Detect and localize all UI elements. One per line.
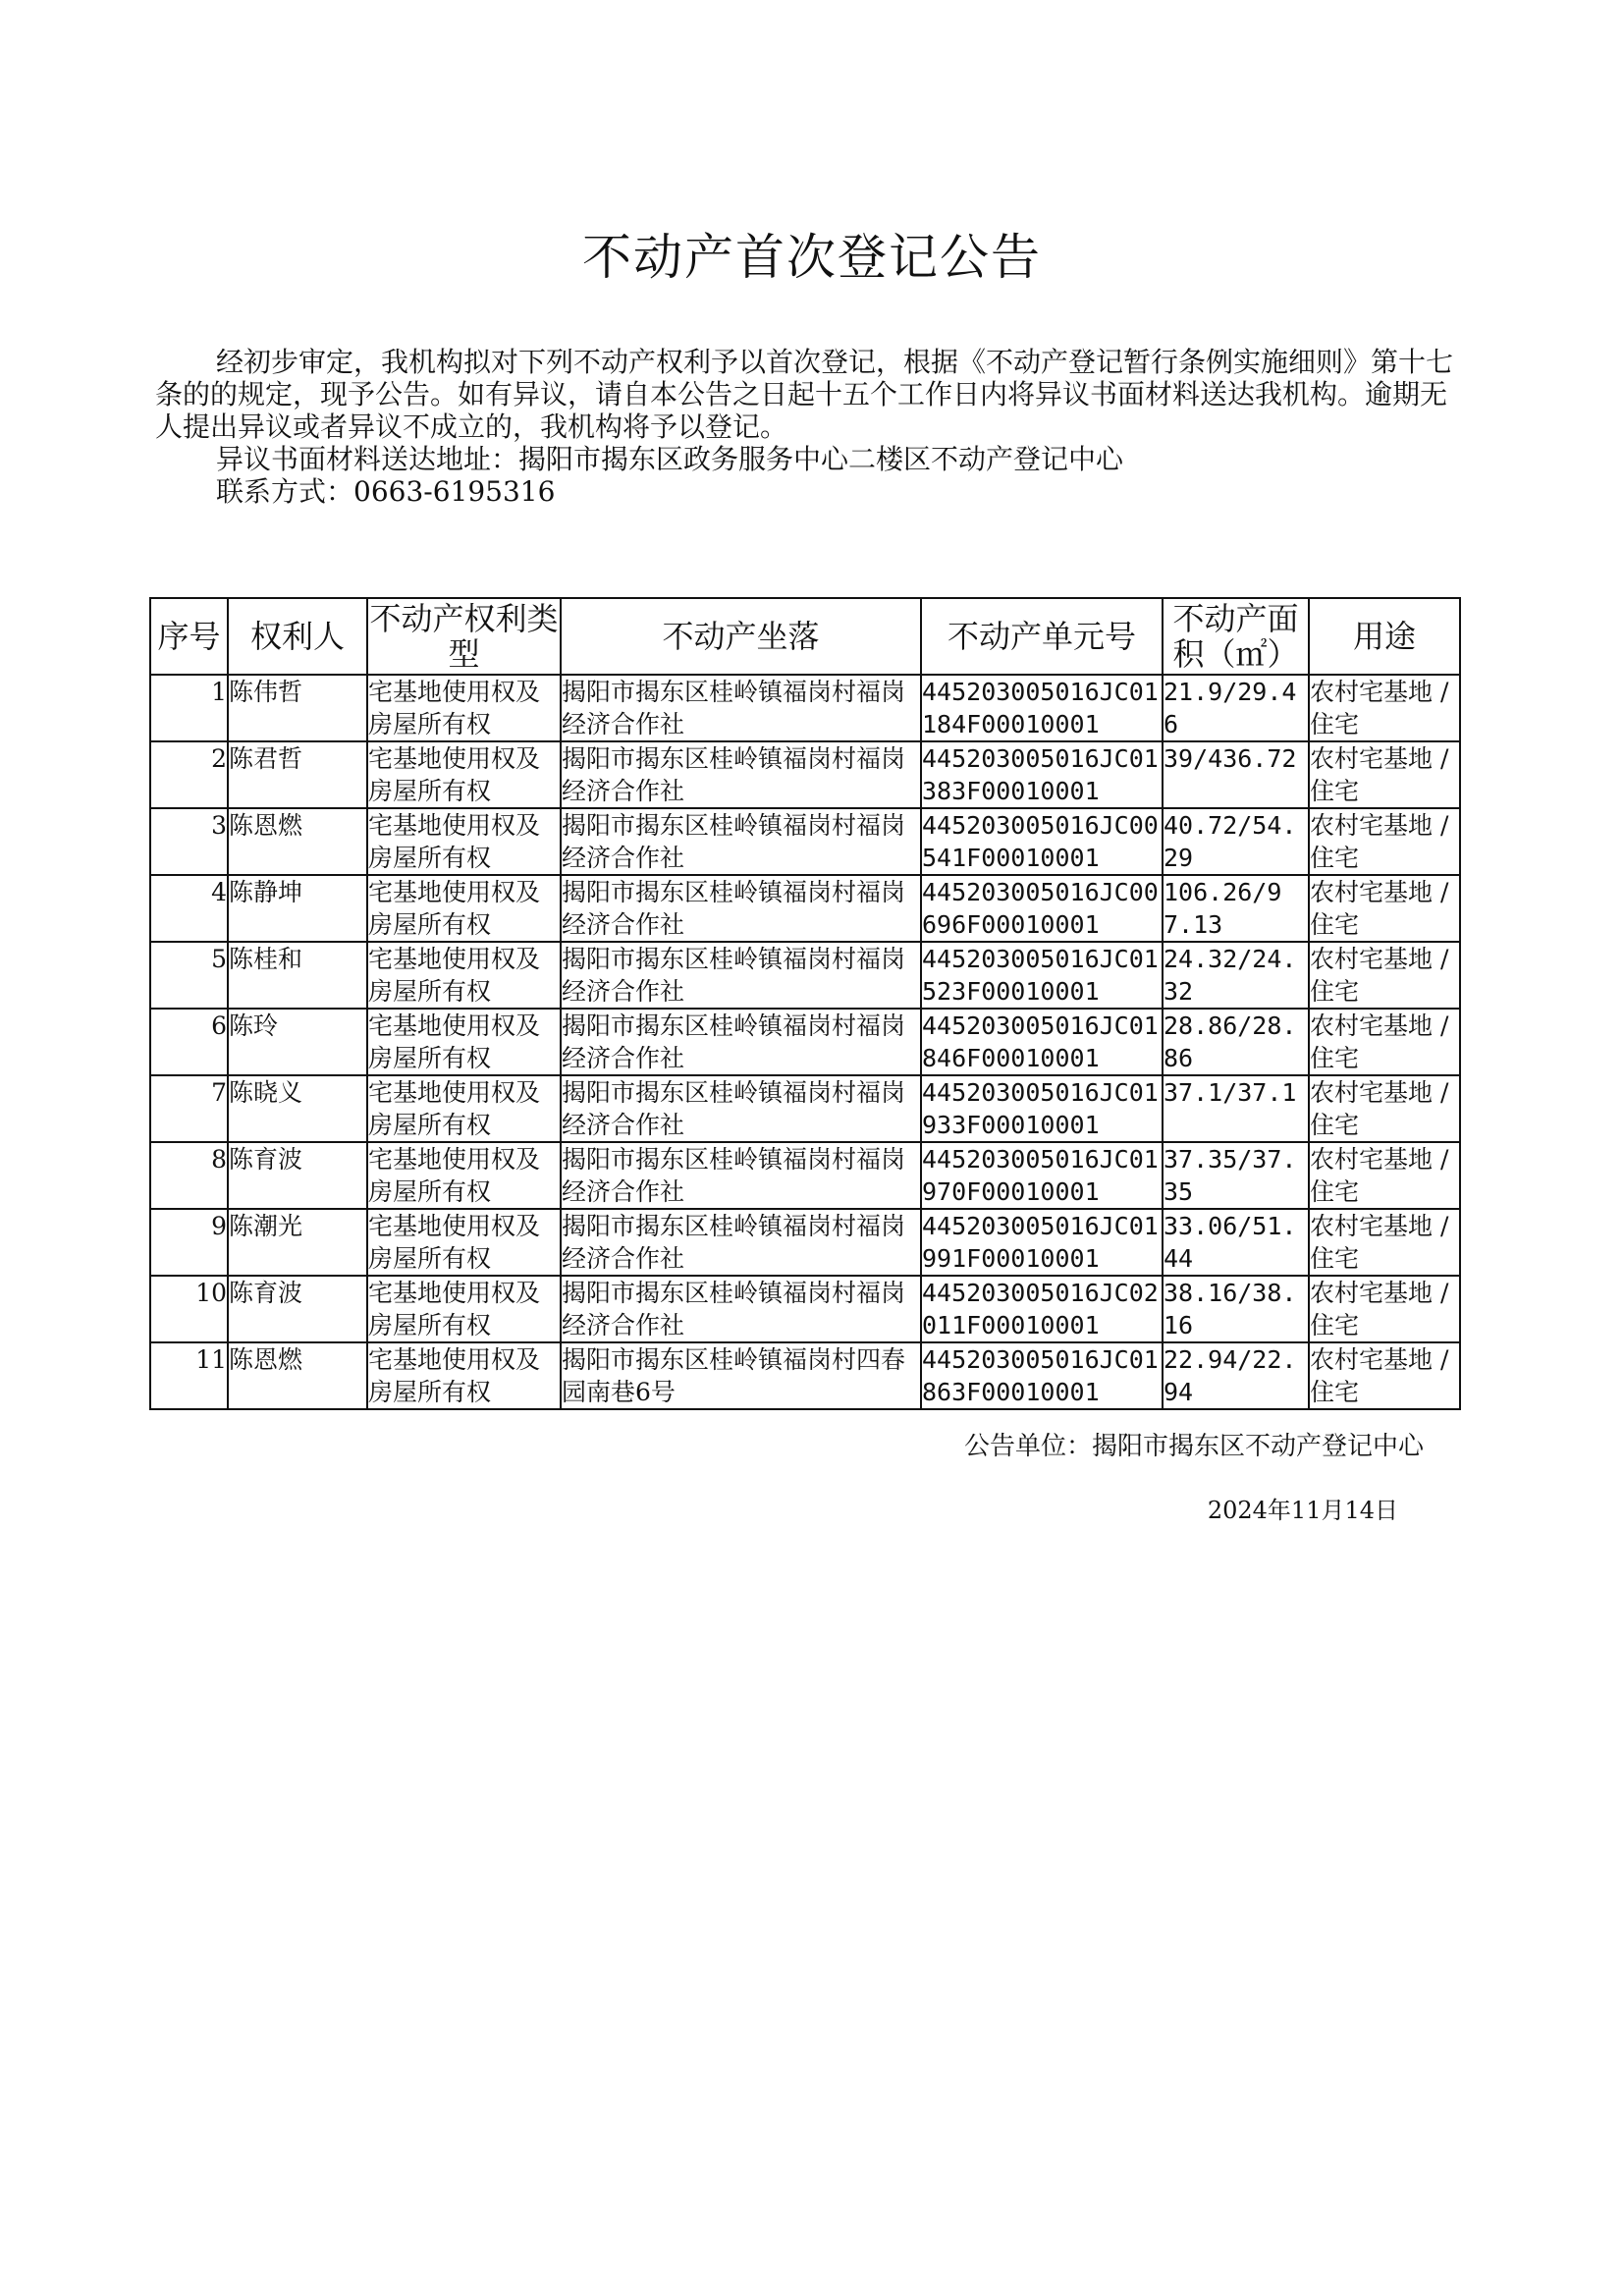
header-location: 不动产坐落: [561, 598, 921, 675]
cell-area: 21.9/29.46: [1163, 675, 1309, 741]
cell-area: 24.32/24.32: [1163, 942, 1309, 1009]
table-row: [150, 875, 1460, 942]
cell-unit-number: 445203005016JC00696F00010001: [921, 875, 1163, 942]
cell-location: 揭阳市揭东区桂岭镇福岗村福岗经济合作社: [561, 942, 921, 1009]
cell-unit-number: 445203005016JC01383F00010001: [921, 741, 1163, 808]
cell-unit-number: 445203005016JC01933F00010001: [921, 1075, 1163, 1142]
cell-seq: 10: [150, 1276, 228, 1342]
cell-unit-number: 445203005016JC01863F00010001: [921, 1342, 1163, 1409]
cell-holder: 陈晓义: [228, 1075, 367, 1142]
table-row: [150, 808, 1460, 875]
contact-info: 联系方式：0663-6195316: [216, 475, 556, 508]
table-row: [150, 1142, 1460, 1209]
cell-location: 揭阳市揭东区桂岭镇福岗村福岗经济合作社: [561, 1209, 921, 1276]
cell-right-type: 宅基地使用权及房屋所有权: [367, 1009, 561, 1075]
cell-location: 揭阳市揭东区桂岭镇福岗村福岗经济合作社: [561, 1276, 921, 1342]
cell-right-type: 宅基地使用权及房屋所有权: [367, 1342, 561, 1409]
cell-location: 揭阳市揭东区桂岭镇福岗村福岗经济合作社: [561, 741, 921, 808]
page-title: 不动产首次登记公告: [582, 229, 1042, 286]
cell-area: 40.72/54.29: [1163, 808, 1309, 875]
cell-right-type: 宅基地使用权及房屋所有权: [367, 1075, 561, 1142]
objection-address: 异议书面材料送达地址：揭阳市揭东区政务服务中心二楼区不动产登记中心: [216, 443, 1124, 475]
cell-unit-number: 445203005016JC01970F00010001: [921, 1142, 1163, 1209]
cell-use: 农村宅基地 / 住宅: [1309, 808, 1460, 875]
cell-use: 农村宅基地 / 住宅: [1309, 741, 1460, 808]
intro-paragraph: 经初步审定，我机构拟对下列不动产权利予以首次登记，根据《不动产登记暂行条例实施细则》第十七条的的规定，现予公告。如有异议，请自本公告之日起十五个工作日内将异议书面材料送达我机构。逾期无人提出异议或者异议不成立的，我机构将予以登记。: [155, 346, 1454, 443]
cell-unit-number: 445203005016JC01846F00010001: [921, 1009, 1163, 1075]
cell-seq: 5: [150, 942, 228, 1009]
cell-seq: 8: [150, 1142, 228, 1209]
cell-seq: 1: [150, 675, 228, 741]
cell-location: 揭阳市揭东区桂岭镇福岗村福岗经济合作社: [561, 1142, 921, 1209]
header-area: 不动产面积（㎡）: [1163, 598, 1309, 675]
intro-section: [155, 346, 1461, 508]
header-holder: 权利人: [228, 598, 367, 675]
cell-seq: 3: [150, 808, 228, 875]
table-row: [150, 1276, 1460, 1342]
header-unit-number: 不动产单元号: [921, 598, 1163, 675]
cell-holder: 陈育波: [228, 1276, 367, 1342]
cell-unit-number: 445203005016JC00541F00010001: [921, 808, 1163, 875]
cell-use: 农村宅基地 / 住宅: [1309, 1276, 1460, 1342]
cell-location: 揭阳市揭东区桂岭镇福岗村福岗经济合作社: [561, 808, 921, 875]
cell-location: 揭阳市揭东区桂岭镇福岗村福岗经济合作社: [561, 875, 921, 942]
header-seq: 序号: [150, 598, 228, 675]
cell-use: 农村宅基地 / 住宅: [1309, 942, 1460, 1009]
cell-unit-number: 445203005016JC01991F00010001: [921, 1209, 1163, 1276]
cell-holder: 陈潮光: [228, 1209, 367, 1276]
cell-use: 农村宅基地 / 住宅: [1309, 675, 1460, 741]
cell-use: 农村宅基地 / 住宅: [1309, 1342, 1460, 1409]
cell-right-type: 宅基地使用权及房屋所有权: [367, 808, 561, 875]
table-row: [150, 1342, 1460, 1409]
announcing-unit: 公告单位：揭阳市揭东区不动产登记中心: [963, 1432, 1424, 1461]
table-row: [150, 1209, 1460, 1276]
cell-area: 106.26/97.13: [1163, 875, 1309, 942]
cell-unit-number: 445203005016JC01184F00010001: [921, 675, 1163, 741]
cell-holder: 陈玲: [228, 1009, 367, 1075]
cell-area: 33.06/51.44: [1163, 1209, 1309, 1276]
cell-right-type: 宅基地使用权及房屋所有权: [367, 741, 561, 808]
cell-area: 37.1/37.1: [1163, 1075, 1309, 1142]
cell-holder: 陈静坤: [228, 875, 367, 942]
cell-right-type: 宅基地使用权及房屋所有权: [367, 875, 561, 942]
cell-location: 揭阳市揭东区桂岭镇福岗村福岗经济合作社: [561, 1075, 921, 1142]
cell-area: 37.35/37.35: [1163, 1142, 1309, 1209]
cell-right-type: 宅基地使用权及房屋所有权: [367, 942, 561, 1009]
cell-seq: 7: [150, 1075, 228, 1142]
cell-holder: 陈恩燃: [228, 808, 367, 875]
cell-unit-number: 445203005016JC02011F00010001: [921, 1276, 1163, 1342]
cell-seq: 9: [150, 1209, 228, 1276]
cell-use: 农村宅基地 / 住宅: [1309, 1142, 1460, 1209]
cell-area: 28.86/28.86: [1163, 1009, 1309, 1075]
registration-table: [149, 597, 1461, 1410]
table-row: [150, 675, 1460, 741]
table-header-row: [150, 598, 1460, 675]
cell-holder: 陈君哲: [228, 741, 367, 808]
cell-seq: 2: [150, 741, 228, 808]
cell-area: 22.94/22.94: [1163, 1342, 1309, 1409]
cell-right-type: 宅基地使用权及房屋所有权: [367, 1276, 561, 1342]
cell-seq: 6: [150, 1009, 228, 1075]
cell-seq: 11: [150, 1342, 228, 1409]
cell-use: 农村宅基地 / 住宅: [1309, 1009, 1460, 1075]
cell-location: 揭阳市揭东区桂岭镇福岗村四春园南巷6号: [561, 1342, 921, 1409]
cell-holder: 陈桂和: [228, 942, 367, 1009]
cell-unit-number: 445203005016JC01523F00010001: [921, 942, 1163, 1009]
cell-holder: 陈伟哲: [228, 675, 367, 741]
cell-area: 38.16/38.16: [1163, 1276, 1309, 1342]
cell-location: 揭阳市揭东区桂岭镇福岗村福岗经济合作社: [561, 1009, 921, 1075]
cell-use: 农村宅基地 / 住宅: [1309, 1209, 1460, 1276]
table-row: [150, 1009, 1460, 1075]
cell-seq: 4: [150, 875, 228, 942]
cell-use: 农村宅基地 / 住宅: [1309, 1075, 1460, 1142]
cell-right-type: 宅基地使用权及房屋所有权: [367, 675, 561, 741]
header-right-type: 不动产权利类型: [367, 598, 561, 675]
cell-right-type: 宅基地使用权及房屋所有权: [367, 1142, 561, 1209]
table-row: [150, 741, 1460, 808]
cell-area: 39/436.72: [1163, 741, 1309, 808]
table-row: [150, 1075, 1460, 1142]
cell-location: 揭阳市揭东区桂岭镇福岗村福岗经济合作社: [561, 675, 921, 741]
header-use: 用途: [1309, 598, 1460, 675]
cell-right-type: 宅基地使用权及房屋所有权: [367, 1209, 561, 1276]
announcement-date: 2024年11月14日: [1207, 1497, 1398, 1524]
cell-holder: 陈育波: [228, 1142, 367, 1209]
table-row: [150, 942, 1460, 1009]
cell-use: 农村宅基地 / 住宅: [1309, 875, 1460, 942]
cell-holder: 陈恩燃: [228, 1342, 367, 1409]
